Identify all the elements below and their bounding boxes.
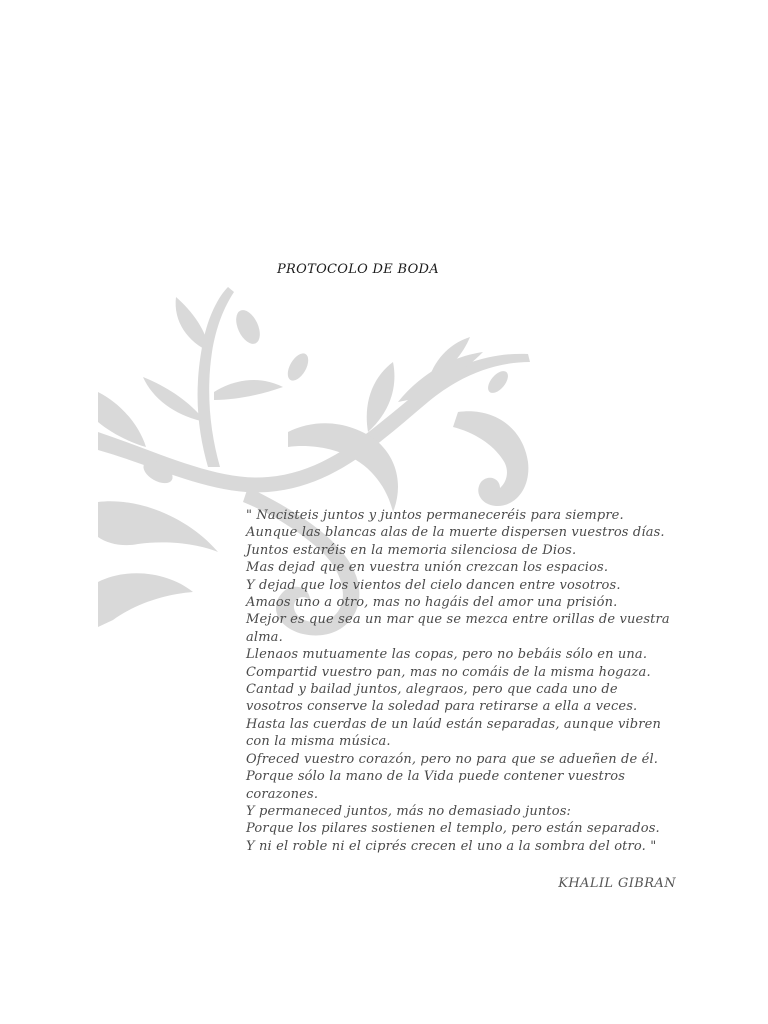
poem-line: " Nacisteis juntos y juntos permaneceréis para siempre. (246, 508, 624, 523)
poem-line: Aunque las blancas alas de la muerte dispersen vuestros días. (246, 525, 665, 541)
poem-line: vosotros conserve la soledad para retirarse a ella a veces. (246, 699, 638, 715)
poem-line: Porque los pilares sostienen el templo, pero están separados. (246, 821, 660, 837)
poem-line: con la misma música. (246, 734, 391, 750)
poem-line: Mas dejad que en vuestra unión crezcan los espacios. (246, 560, 609, 576)
poem-line: Y dejad que los vientos del cielo dancen entre vosotros. (246, 577, 621, 593)
poem-line: alma. (246, 629, 283, 645)
poem-line: Ofreced vuestro corazón, pero no para que se adueñen de él. (246, 751, 659, 767)
poem-line: corazones. (246, 786, 319, 802)
poem-author: KHALIL GIBRAN (558, 876, 676, 891)
poem-line: Y ni el roble ni el ciprés crecen el uno a la sombra del otro. " (246, 838, 657, 854)
poem-line: Y permaneced juntos, más no demasiado juntos: (246, 803, 572, 819)
poem-line: Porque sólo la mano de la Vida puede contener vuestros (246, 769, 626, 785)
poem-line: Cantad y bailad juntos, alegraos, pero que cada uno de (246, 682, 618, 698)
poem-line: Amaos uno a otro, mas no hagáis del amor una prisión. (246, 595, 618, 611)
poem-line: Llenaos mutuamente las copas, pero no bebáis sólo en una. (246, 647, 648, 663)
poem-line: Hasta las cuerdas de un laúd están separadas, aunque vibren (246, 716, 661, 732)
poem-body (246, 507, 686, 855)
poem-line: Juntos estaréis en la memoria silenciosa de Dios. (246, 542, 577, 558)
document-title: PROTOCOLO DE BODA (277, 262, 439, 277)
poem-line: Mejor es que sea un mar que se mezca entre orillas de vuestra (246, 612, 670, 628)
poem-line: Compartid vuestro pan, mas no comáis de la misma hogaza. (246, 664, 651, 680)
